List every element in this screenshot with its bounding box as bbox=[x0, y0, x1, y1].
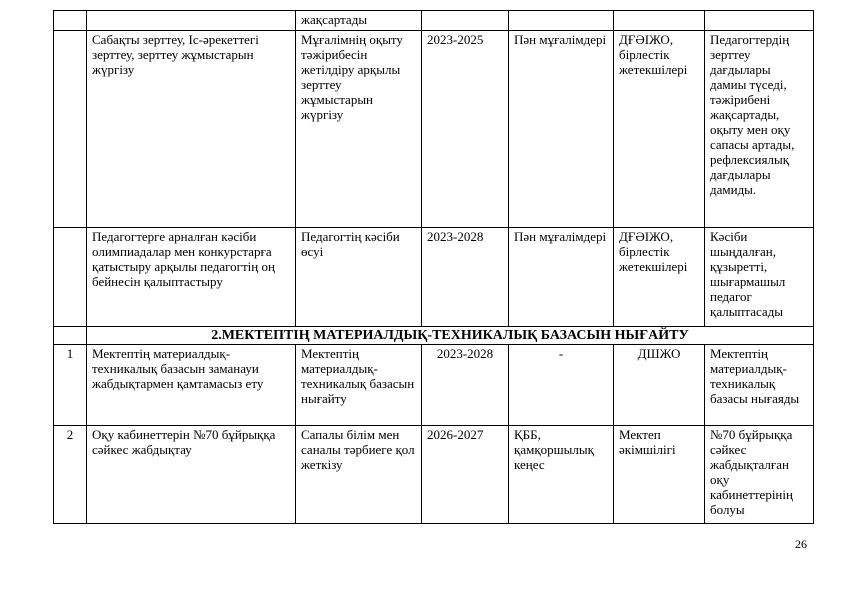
task-cell: Оқу кабинеттерін №70 бұйрыққа сәйкес жабдықтау bbox=[87, 426, 296, 524]
task-cell: Педагогтерге арналған кәсіби олимпиадалар мен конкурстарға қатыстыру арқылы педагогтің оң бейнесін қалыптастыру bbox=[87, 228, 296, 327]
period-cell: 2023-2028 bbox=[422, 345, 509, 426]
section-title: 2.МЕКТЕПТІҢ МАТЕРИАЛДЫҚ-ТЕХНИКАЛЫҚ БАЗАСЫН НЫҒАЙТУ bbox=[87, 327, 814, 345]
task-cell: Мектептің материалдық-техникалық базасын заманауи жабдықтармен қамтамасыз ету bbox=[87, 345, 296, 426]
period-cell bbox=[422, 11, 509, 31]
result-cell: Педагогтердің зерттеу дағдылары дамиы түседі, тәжірибені жақсартады, оқыту мен оқу сапасы артады, рефлексиялық дағдылары дамиды. bbox=[705, 31, 814, 228]
result-cell bbox=[705, 11, 814, 31]
responsible-cell: Мектеп әкімшілігі bbox=[614, 426, 705, 524]
table-row bbox=[54, 426, 814, 524]
row-number bbox=[54, 11, 87, 31]
table-row bbox=[54, 31, 814, 228]
responsible-cell: ДШЖО bbox=[614, 345, 705, 426]
executors-cell: Пән мұғалімдері bbox=[509, 228, 614, 327]
row-number bbox=[54, 228, 87, 327]
period-cell: 2023-2025 bbox=[422, 31, 509, 228]
section-header-row bbox=[54, 327, 814, 345]
executors-cell: ҚББ, қамқоршылық кеңес bbox=[509, 426, 614, 524]
responsible-cell bbox=[614, 11, 705, 31]
section-number-cell bbox=[54, 327, 87, 345]
plan-table bbox=[53, 10, 814, 524]
row-number bbox=[54, 31, 87, 228]
goal-cell: жақсартады bbox=[296, 11, 422, 31]
table-row bbox=[54, 228, 814, 327]
result-cell: Мектептің материалдық-техникалық базасы нығаяды bbox=[705, 345, 814, 426]
goal-cell: Мектептің материалдық-техникалық базасын нығайту bbox=[296, 345, 422, 426]
goal-cell: Педагогтің кәсіби өсуі bbox=[296, 228, 422, 327]
task-cell: Сабақты зерттеу, Іс-әрекеттегі зерттеу, зерттеу жұмыстарын жүргізу bbox=[87, 31, 296, 228]
goal-cell: Мұғалімнің оқыту тәжірибесін жетілдіру арқылы зерттеу жұмыстарын жүргізу bbox=[296, 31, 422, 228]
task-cell bbox=[87, 11, 296, 31]
table-row bbox=[54, 345, 814, 426]
period-cell: 2023-2028 bbox=[422, 228, 509, 327]
responsible-cell: ДҒӘІЖО, бірлестік жетекшілері bbox=[614, 31, 705, 228]
executors-cell: Пән мұғалімдері bbox=[509, 31, 614, 228]
row-number: 1 bbox=[54, 345, 87, 426]
page-number: 26 bbox=[795, 537, 807, 551]
result-cell: Кәсіби шыңдалған, құзыретті, шығармашыл педагог қалыптасады bbox=[705, 228, 814, 327]
executors-cell bbox=[509, 11, 614, 31]
goal-cell: Сапалы білім мен саналы тәрбиеге қол жеткізу bbox=[296, 426, 422, 524]
row-number: 2 bbox=[54, 426, 87, 524]
table-row bbox=[54, 11, 814, 31]
period-cell: 2026-2027 bbox=[422, 426, 509, 524]
responsible-cell: ДҒӘІЖО, бірлестік жетекшілері bbox=[614, 228, 705, 327]
result-cell: №70 бұйрыққа сәйкес жабдықталған оқу кабинеттерінің болуы bbox=[705, 426, 814, 524]
executors-cell: - bbox=[509, 345, 614, 426]
